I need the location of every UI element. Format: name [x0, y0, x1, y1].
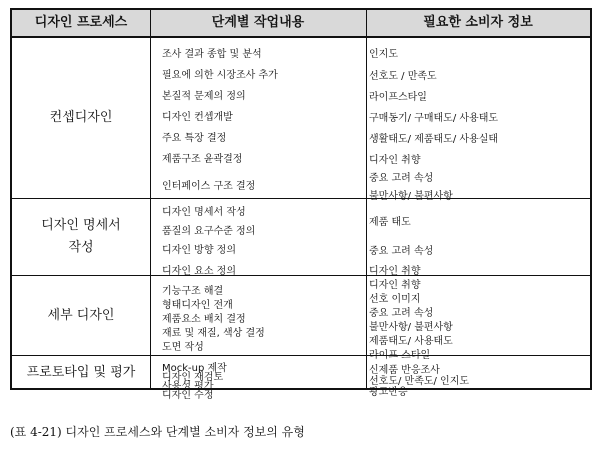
- task-item: 형태디자인 전개: [162, 300, 233, 311]
- info-item: 라이프스타일: [369, 92, 427, 103]
- process-label: 작성: [68, 240, 94, 255]
- consumer-info-table: [10, 8, 592, 401]
- info-item: 구매동기/ 구매태도/ 사용태도: [369, 113, 499, 124]
- info-item: 생활태도/ 제품태도/ 사용실태: [369, 134, 499, 145]
- info-item: 라이프 스타일: [369, 350, 431, 361]
- process-label: 세부 디자인: [47, 307, 115, 323]
- process-detail-design: [12, 276, 150, 355]
- process-prototype-eval: [12, 356, 150, 390]
- task-item: 주요 특장 결정: [162, 133, 227, 144]
- info-item: 제품 태도: [369, 217, 411, 228]
- info-item: 중요 고려 속성: [369, 173, 434, 184]
- task-item: Mock-up 제작: [162, 363, 227, 374]
- task-item: 도면 작성: [162, 342, 204, 353]
- task-item: 인터페이스 구조 결정: [162, 181, 256, 192]
- info-item: 디자인 취향: [369, 280, 421, 291]
- task-item: 기능구조 해결: [162, 286, 224, 297]
- task-item: 본질적 문제의 정의: [162, 91, 246, 102]
- info-item: 중요 고려 속성: [369, 246, 434, 257]
- header-info: 필요한 소비자 정보: [423, 15, 533, 30]
- header-tasks: 단계별 작업내용: [211, 15, 305, 30]
- task-item: 필요에 의한 시장조사 추가: [162, 70, 278, 81]
- info-item: 인지도: [369, 49, 398, 60]
- info-item: 선호도/ 만족도/ 인지도: [369, 376, 470, 387]
- info-item: 디자인 취향: [369, 266, 421, 277]
- table-header: [12, 10, 590, 38]
- task-item: 디자인 재검토: [162, 372, 224, 383]
- info-item: 광고반응: [369, 387, 408, 398]
- column-divider: [150, 10, 151, 388]
- task-item: 품질의 요구수준 정의: [162, 226, 256, 237]
- task-item: 제품요소 배치 결정: [162, 314, 246, 325]
- process-concept-design: [12, 38, 150, 198]
- info-item: 불만사항/ 불편사항: [369, 191, 453, 202]
- task-item: 디자인 컨셉개발: [162, 112, 233, 123]
- task-item: 디자인 수정: [162, 390, 214, 401]
- task-item: 사용성 평가: [162, 381, 214, 392]
- task-item: 제품구조 윤곽결정: [162, 154, 243, 165]
- process-design-spec: [12, 199, 150, 275]
- column-divider: [366, 10, 367, 388]
- process-label: 컨셉디자인: [49, 110, 113, 125]
- info-item: 중요 고려 속성: [369, 308, 434, 319]
- task-item: 디자인 명세서 작성: [162, 207, 246, 218]
- info-item: 불만사항/ 불편사항: [369, 322, 453, 333]
- header-process: 디자인 프로세스: [34, 15, 128, 30]
- info-item: 디자인 취향: [369, 155, 421, 166]
- info-item: 신제품 반응조사: [369, 365, 440, 376]
- task-item: 재료 및 재질, 색상 결정: [162, 328, 265, 339]
- task-item: 디자인 요소 정의: [162, 266, 236, 277]
- info-item: 선호 이미지: [369, 294, 421, 305]
- table-caption: (표 4-21) 디자인 프로세스와 단계별 소비자 정보의 유형: [10, 425, 305, 439]
- info-item: 선호도 / 만족도: [369, 71, 437, 82]
- task-item: 디자인 방향 정의: [162, 245, 236, 256]
- process-label: 프로토타입 및 평가: [26, 365, 136, 380]
- task-item: 조사 결과 종합 및 분석: [162, 49, 262, 60]
- info-item: 제품태도/ 사용태도: [369, 336, 453, 347]
- process-label: 디자인 명세서: [41, 218, 121, 233]
